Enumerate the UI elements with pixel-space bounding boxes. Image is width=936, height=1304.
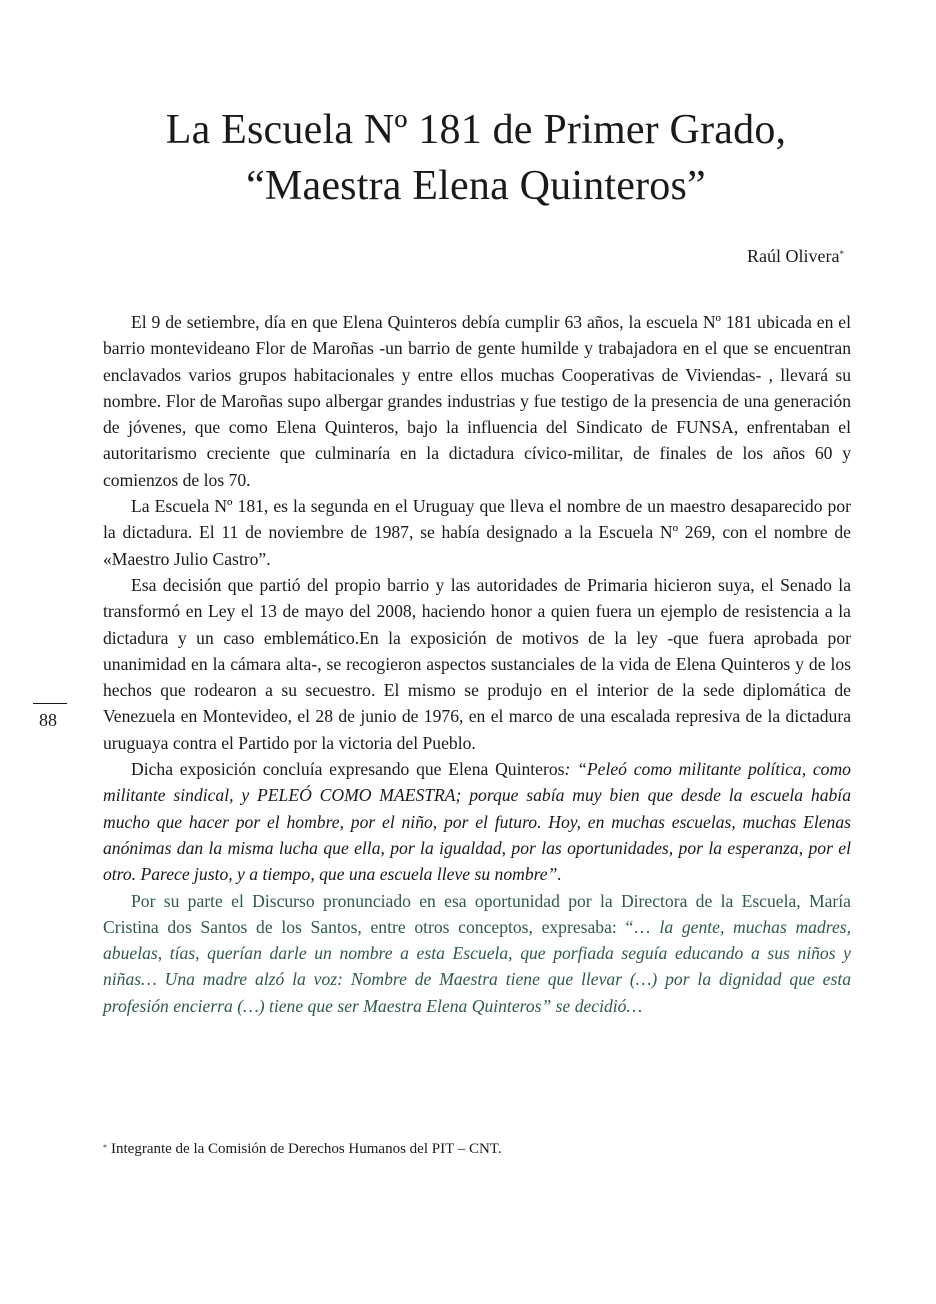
paragraph-5-quote: la gente, muchas madres, abuelas, tías, querían darle un nombre a esta Escuela, que porfiada seguía educando a sus niños y niñas… Una madre alzó la voz: Nombre de Maestra tiene que llevar (…) por la dignidad que esta profesión encierra (…) tiene que ser Maestra Elena Quinteros” se decidió… (103, 916, 851, 1016)
paragraph-3: Esa decisión que partió del propio barrio y las autoridades de Primaria hicieron suya, el Senado la transformó en Ley el 13 de mayo del 2008, haciendo honor a quien fuera un ejemplo de resistencia a la dictadura y un caso emblemático.En la exposición de motivos de la ley -que fuera aprobada por unanimidad en la cámara alta-, se recogieron aspectos sustanciales de la vida de Elena Quinteros y de los hechos que rodearon a su secuestro. El mismo se produjo en el interior de la sede diplomática de Venezuela en Montevideo, el 28 de junio de 1976, en el marco de una escalada represiva de la dictadura uruguaya contra el Partido por la victoria del Pueblo. (103, 574, 851, 753)
page-number: 88 (39, 710, 57, 730)
footnote-text: Integrante de la Comisión de Derechos Humanos del PIT – CNT. (111, 1141, 502, 1157)
article-title-line-1: La Escuela Nº 181 de Primer Grado, (165, 107, 787, 153)
author-byline (747, 244, 844, 268)
footnote-mark: * (103, 1143, 107, 1152)
footnote (103, 1138, 502, 1160)
article-title-line-2: “Maestra Elena Quinteros” (246, 163, 706, 209)
paragraph-5 (103, 888, 851, 1019)
paragraph-5-lead: Por su parte el Discurso pronunciado en esa oportunidad por la Directora de la Escuela, María Cristina dos Santos de los Santos, entre otros conceptos, expresaba: “… (103, 890, 851, 937)
paragraph-4-lead: Dicha exposición concluía expresando que Elena Quinteros (131, 759, 565, 780)
article-title (100, 102, 852, 214)
paragraph-4-quote: : “Peleó como militante política, como militante sindical, y PELEÓ COMO MAESTRA; porque sabía muy bien que desde la escuela había mucho que hacer por el hombre, por el niño, por el futuro. Hoy, en muchas escuelas, muchas Elenas anónimas dan la misma lucha que ella, por la igualdad, por las oportunidades, por la esperanza, por el otro. Parece justo, y a tiempo, que una escuela lleve su nombre”. (103, 759, 851, 885)
author-footnote-mark: * (839, 249, 844, 259)
author-name: Raúl Olivera (747, 246, 840, 266)
page-number-rule (33, 703, 67, 704)
paragraph-4 (103, 756, 851, 887)
paragraph-2: La Escuela Nº 181, es la segunda en el Uruguay que lleva el nombre de un maestro desaparecido por la dictadura. El 11 de noviembre de 1987, se había designado a la Escuela Nº 269, con el nombre de «Maestro Julio Castro”. (103, 496, 851, 569)
article-body (103, 309, 851, 1019)
paragraph-1: El 9 de setiembre, día en que Elena Quinteros debía cumplir 63 años, la escuela Nº 181 ubicada en el barrio montevideano Flor de Maroñas -un barrio de gente humilde y trabajadora en el que se encuentran enclavados varios grupos habitacionales y entre ellos muchas Cooperativas de Viviendas- , llevará su nombre. Flor de Maroñas supo albergar grandes industrias y fue testigo de la presencia de una generación de jóvenes, que como Elena Quinteros, bajo la influencia del Sindicato de FUNSA, enfrentaban el autoritarismo creciente que culminaría en la dictadura cívico-militar, de finales de los años 60 y comienzos de los 70. (103, 312, 851, 490)
